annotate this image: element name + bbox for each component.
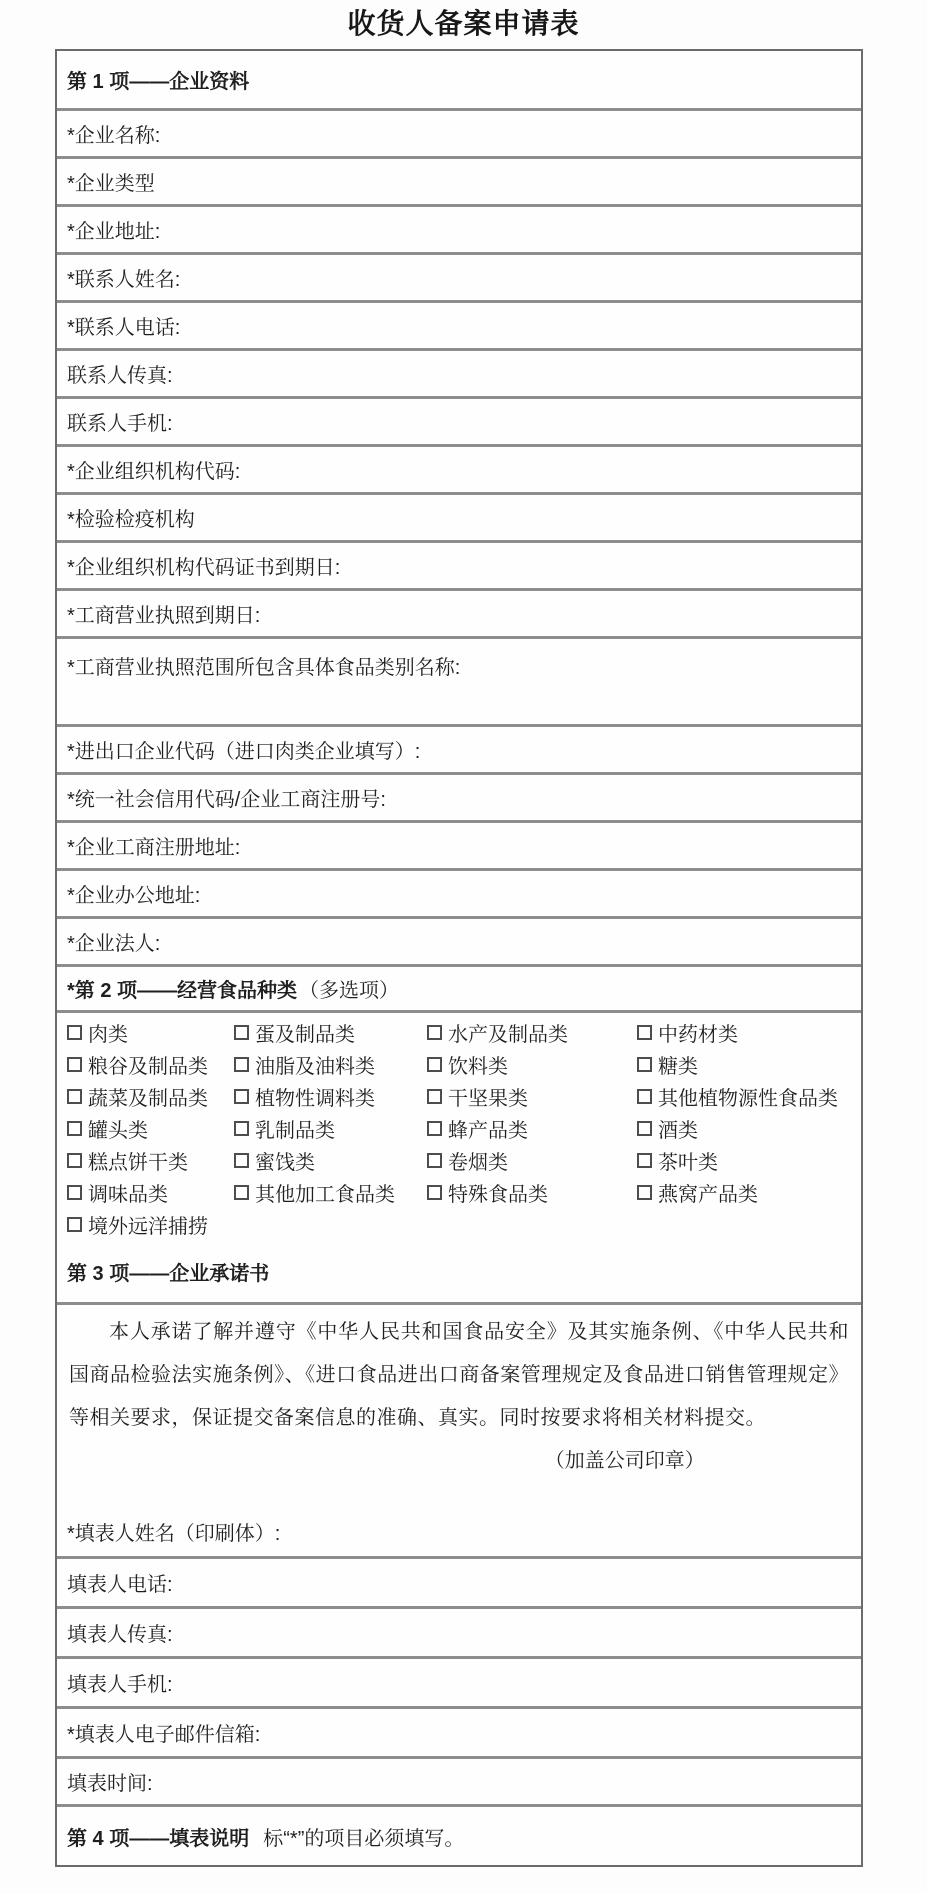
field-label: *进出口企业代码（进口肉类企业填写）: [67, 741, 421, 763]
section1-header-label: 第 1 项——企业资料 [67, 71, 250, 93]
field-row-fill-date[interactable] [57, 1756, 861, 1804]
food-type-option[interactable] [637, 1080, 861, 1112]
food-type-option[interactable] [234, 1080, 427, 1112]
checkbox-icon[interactable] [427, 1121, 442, 1136]
section2-header-note: （多选项） [299, 980, 400, 1002]
field-row-inspection-agency[interactable] [57, 492, 861, 540]
field-row-contact-fax[interactable] [57, 348, 861, 396]
checkbox-icon[interactable] [427, 1057, 442, 1072]
checkbox-icon[interactable] [427, 1025, 442, 1040]
checkbox-icon[interactable] [637, 1025, 652, 1040]
checkbox-icon[interactable] [234, 1089, 249, 1104]
field-row-company-name[interactable] [57, 108, 861, 156]
field-label: *工商营业执照范围所包含具体食品类别名称: [67, 657, 461, 679]
field-row-contact-phone[interactable] [57, 300, 861, 348]
food-type-option[interactable] [427, 1176, 637, 1208]
field-row-contact-name[interactable] [57, 252, 861, 300]
field-label: *检验检疫机构 [67, 509, 195, 531]
field-label: 填表人传真: [67, 1624, 173, 1646]
food-type-label: 酒类 [658, 1119, 698, 1142]
field-label: *企业地址: [67, 221, 161, 243]
field-row-filler-phone[interactable] [57, 1556, 861, 1606]
food-type-option[interactable] [67, 1176, 234, 1208]
food-type-option[interactable] [67, 1048, 234, 1080]
checkbox-icon[interactable] [234, 1153, 249, 1168]
checkbox-icon[interactable] [637, 1089, 652, 1104]
field-row-social-credit-code[interactable] [57, 772, 861, 820]
food-type-option[interactable] [637, 1048, 861, 1080]
section1-header-row [57, 51, 861, 108]
field-label: 填表人手机: [67, 1674, 173, 1696]
section4-header-label: 第 4 项——填表说明 [67, 1827, 250, 1850]
food-type-label: 燕窝产品类 [658, 1183, 758, 1206]
registration-form-table [55, 49, 863, 1867]
field-label: 填表人电话: [67, 1574, 173, 1596]
field-row-office-address[interactable] [57, 868, 861, 916]
food-type-label: 蔬菜及制品类 [88, 1087, 208, 1110]
field-row-filler-mobile[interactable] [57, 1656, 861, 1706]
field-row-org-code-cert-expiry[interactable] [57, 540, 861, 588]
field-label: 联系人传真: [67, 365, 173, 387]
food-type-label: 植物性调料类 [255, 1087, 375, 1110]
food-type-label: 饮料类 [448, 1055, 508, 1078]
checkbox-icon[interactable] [637, 1185, 652, 1200]
food-type-label: 蛋及制品类 [255, 1023, 355, 1046]
field-row-legal-person[interactable] [57, 916, 861, 964]
checkbox-icon[interactable] [637, 1057, 652, 1072]
field-label: *企业法人: [67, 933, 161, 955]
checkbox-icon[interactable] [637, 1121, 652, 1136]
field-row-import-export-code[interactable] [57, 724, 861, 772]
checkbox-icon[interactable] [67, 1121, 82, 1136]
checkbox-icon[interactable] [67, 1153, 82, 1168]
field-row-company-type[interactable] [57, 156, 861, 204]
checkbox-icon[interactable] [67, 1057, 82, 1072]
food-type-label: 糕点饼干类 [88, 1151, 188, 1174]
food-type-option[interactable] [234, 1048, 427, 1080]
promise-paragraph: 本人承诺了解并遵守《中华人民共和国食品安全》及其实施条例、《中华人民共和国商品检验法实施条例》、《进口食品进出口商备案管理规定及食品进口销售管理规定》等相关要求，保证提交备案信息的准确、真实。同时按要求将相关材料提交。 [69, 1321, 849, 1429]
field-label: *企业工商注册地址: [67, 837, 241, 859]
section2-header-label: *第 2 项——经营食品种类 [67, 980, 298, 1002]
field-row-org-code[interactable] [57, 444, 861, 492]
food-type-option[interactable] [427, 1080, 637, 1112]
food-type-label: 蜜饯类 [255, 1151, 315, 1174]
field-row-filler-email[interactable] [57, 1706, 861, 1756]
food-type-option[interactable] [234, 1144, 427, 1176]
checkbox-icon[interactable] [427, 1153, 442, 1168]
food-type-option[interactable] [67, 1016, 234, 1048]
food-type-option[interactable] [234, 1112, 427, 1144]
field-row-company-address[interactable] [57, 204, 861, 252]
food-type-label: 肉类 [88, 1023, 128, 1046]
section3-header-label: 第 3 项——企业承诺书 [67, 1263, 270, 1285]
field-label: *联系人姓名: [67, 269, 181, 291]
field-row-filler-fax[interactable] [57, 1606, 861, 1656]
field-label: *企业组织机构代码证书到期日: [67, 557, 341, 579]
food-type-option[interactable] [427, 1112, 637, 1144]
food-type-cell [57, 1010, 861, 1241]
field-row-registered-address[interactable] [57, 820, 861, 868]
food-type-label: 其他植物源性食品类 [658, 1087, 838, 1110]
field-label: *企业办公地址: [67, 885, 201, 907]
page-title: 收货人备案申请表 [347, 8, 580, 39]
food-type-option[interactable] [67, 1112, 234, 1144]
food-type-label: 卷烟类 [448, 1151, 508, 1174]
checkbox-icon[interactable] [427, 1089, 442, 1104]
food-type-label: 干坚果类 [448, 1087, 528, 1110]
checkbox-icon[interactable] [67, 1089, 82, 1104]
field-label: *工商营业执照到期日: [67, 605, 261, 627]
section3-header-row [57, 1241, 861, 1302]
field-row-business-license-expiry[interactable] [57, 588, 861, 636]
checkbox-icon[interactable] [67, 1025, 82, 1040]
food-type-label: 油脂及油料类 [255, 1055, 375, 1078]
food-type-label: 其他加工食品类 [255, 1183, 395, 1206]
field-label: *企业名称: [67, 125, 161, 147]
food-type-option[interactable] [234, 1016, 427, 1048]
checkbox-icon[interactable] [67, 1217, 82, 1232]
checkbox-icon[interactable] [234, 1057, 249, 1072]
field-row-filler-name[interactable] [57, 1506, 861, 1556]
field-label: 填表时间: [67, 1773, 153, 1795]
food-type-option[interactable] [637, 1016, 861, 1048]
food-type-label: 境外远洋捕捞 [88, 1215, 208, 1238]
field-row-license-food-categories[interactable] [57, 636, 861, 724]
checkbox-icon[interactable] [234, 1121, 249, 1136]
section4-row [57, 1804, 861, 1865]
field-label: 联系人手机: [67, 413, 173, 435]
food-type-label: 中药材类 [658, 1023, 738, 1046]
food-type-option[interactable] [637, 1112, 861, 1144]
food-type-option[interactable] [67, 1208, 234, 1240]
food-type-label: 糖类 [658, 1055, 698, 1078]
food-type-label: 特殊食品类 [448, 1183, 548, 1206]
food-type-option[interactable] [427, 1048, 637, 1080]
field-label: *填表人电子邮件信箱: [67, 1724, 261, 1746]
food-type-label: 调味品类 [88, 1183, 168, 1206]
checkbox-icon[interactable] [67, 1185, 82, 1200]
food-type-option[interactable] [67, 1144, 234, 1176]
company-seal-note: （加盖公司印章） [544, 1450, 705, 1472]
checkbox-icon[interactable] [637, 1153, 652, 1168]
checkbox-icon[interactable] [234, 1185, 249, 1200]
checkbox-icon[interactable] [427, 1185, 442, 1200]
field-label: *企业组织机构代码: [67, 461, 241, 483]
food-type-label: 茶叶类 [658, 1151, 718, 1174]
field-label: *统一社会信用代码/企业工商注册号: [67, 789, 386, 811]
food-type-option[interactable] [427, 1144, 637, 1176]
food-type-label: 蜂产品类 [448, 1119, 528, 1142]
food-type-label: 水产及制品类 [448, 1023, 568, 1046]
field-label: *联系人电话: [67, 317, 181, 339]
food-type-option[interactable] [637, 1144, 861, 1176]
food-type-label: 乳制品类 [255, 1119, 335, 1142]
promise-cell [57, 1302, 861, 1506]
checkbox-icon[interactable] [234, 1025, 249, 1040]
food-type-option[interactable] [234, 1176, 427, 1208]
food-type-option[interactable] [67, 1080, 234, 1112]
section4-note: 标“*”的项目必须填写。 [263, 1827, 465, 1850]
field-label: *企业类型 [67, 173, 155, 195]
food-type-grid [67, 1016, 861, 1240]
field-label: *填表人姓名（印刷体）: [67, 1522, 281, 1545]
field-row-contact-mobile[interactable] [57, 396, 861, 444]
food-type-label: 粮谷及制品类 [88, 1055, 208, 1078]
section2-header-row [57, 964, 861, 1010]
food-type-option[interactable] [637, 1176, 861, 1208]
food-type-option[interactable] [427, 1016, 637, 1048]
food-type-label: 罐头类 [88, 1119, 148, 1142]
